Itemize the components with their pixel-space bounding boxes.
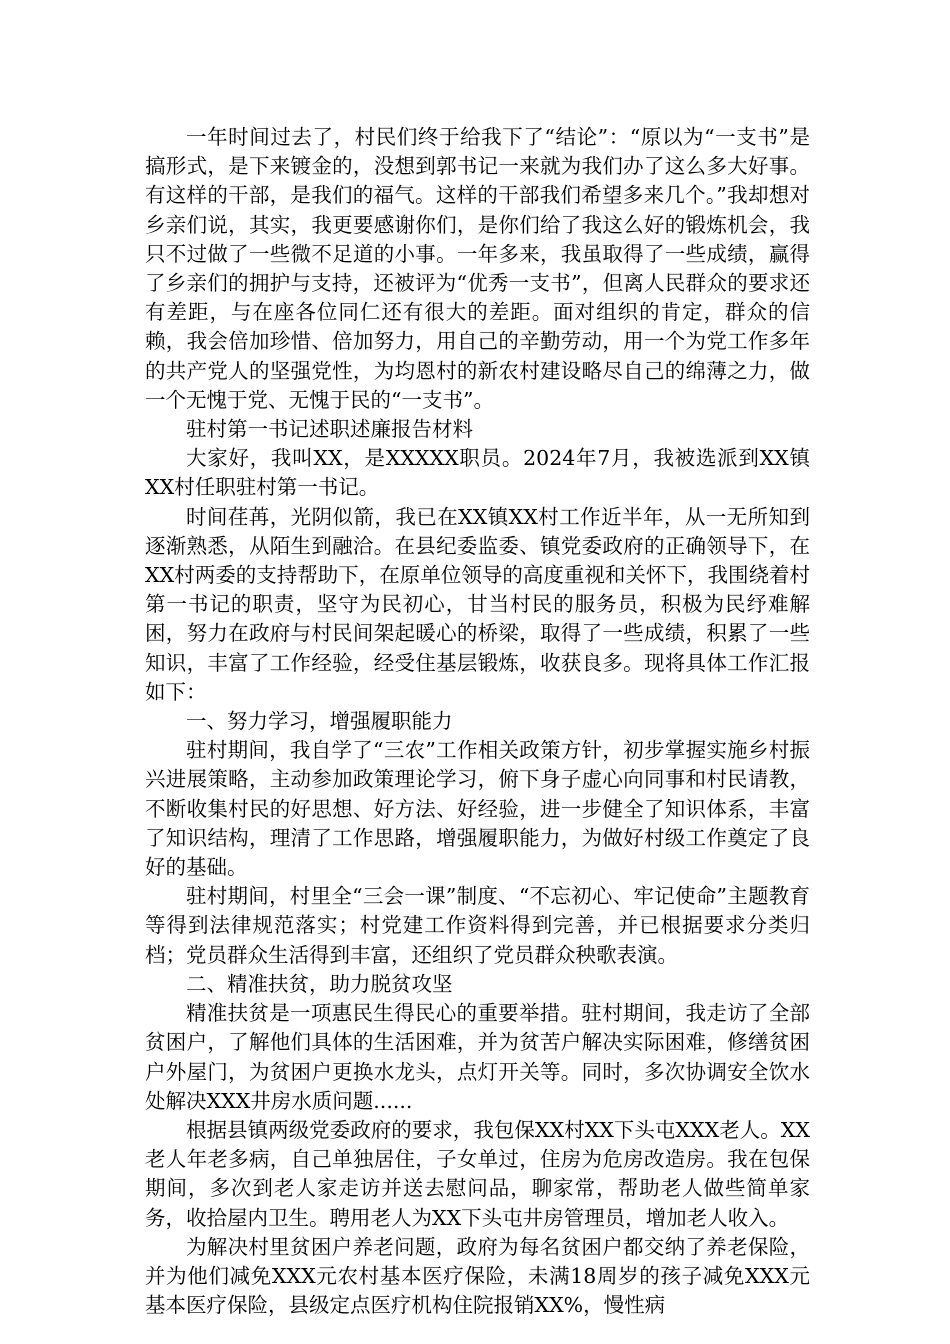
paragraph-intro: 大家好，我叫XX，是XXXXX职员。2024年7月，我被选派到XX镇XX村任职驻村第一书记。: [145, 446, 810, 500]
paragraph-poverty: 精准扶贫是一项惠民生得民心的重要举措。驻村期间，我走访了全部贫困户，了解他们具体的生活困难，并为贫苦户解决实际困难，修缮贫困户外屋门，为贫困户更换水龙头，点灯开关等。同时，多次协调安全饮水处解决XXX井房水质问题......: [145, 1001, 810, 1113]
paragraph-elder-care: 根据县镇两级党委政府的要求，我包保XX村XX下头屯XXX老人。XX老人年老多病，自己单独居住，子女单过，住房为危房改造房。我在包保期间，多次到老人家走访并送去慰问品，聊家常，帮助老人做些简单家务，收拾屋内卫生。聘用老人为XX下头屯井房管理员，增加老人收入。: [145, 1117, 810, 1230]
paragraph-conclusion: 一年时间过去了，村民们终于给我下了“结论”：“原以为“一支书”是搞形式，是下来镀金的，没想到郭书记一来就为我们办了这么多大好事。有这样的干部，是我们的福气。这样的干部我们希望多来几个。”我却想对乡亲们说，其实，我更要感谢你们，是你们给了我这么好的锻炼机会，我只不过做了一些微不足道的小事。一年多来，我虽取得了一些成绩，赢得了乡亲们的拥护与支持，还被评为“优秀一支书”，但离人民群众的要求还有差距，与在座各位同仁还有很大的差距。面对组织的肯定，群众的信赖，我会倍加珍惜、倍加努力，用自己的辛勤劳动，用一个为党工作多年的共产党人的坚强党性，为均恩村的新农村建设略尽自己的绵薄之力，做一个无愧于党、无愧于民的“一支书”。: [145, 125, 810, 412]
document-body: [145, 123, 810, 1320]
paragraph-pension: 为解决村里贫困户养老问题，政府为每名贫困户都交纳了养老保险，并为他们减免XXX元农村基本医疗保险，未满18周岁的孩子减免XXX元基本医疗保险，县级定点医疗机构住院报销XX%，慢性病: [145, 1234, 810, 1318]
paragraph-party-building: 驻村期间，村里全“三会一课”制度、“不忘初心、牢记使命”主题教育等得到法律规范落实；村党建工作资料得到完善，并已根据要求分类归档；党员群众生活得到丰富，还组织了党员群众秧歌表演。: [145, 884, 810, 967]
section-heading-1: 一、努力学习，增强履职能力: [186, 709, 453, 734]
paragraph-study: 驻村期间，我自学了“三农”工作相关政策方针，初步掌握实施乡村振兴进展策略，主动参加政策理论学习，俯下身子虚心向同事和村民请教，不断收集村民的好思想、好方法、好经验，进一步健全了知识体系，丰富了知识结构，理清了工作思路，增强履职能力，为做好村级工作奠定了良好的基础。: [145, 738, 810, 880]
report-title: 驻村第一书记述职述廉报告材料: [186, 417, 473, 442]
paragraph-overview: 时间荏苒，光阴似箭，我已在XX镇XX村工作近半年，从一无所知到逐渐熟悉，从陌生到融洽。在县纪委监委、镇党委政府的正确领导下，在XX村两委的支持帮助下，在原单位领导的高度重视和关怀下，我围绕着村第一书记的职责，坚守为民初心，甘当村民的服务员，积极为民纾难解困，努力在政府与村民间架起暖心的桥梁，取得了一些成绩，积累了一些知识，丰富了工作经验，经受住基层锻炼，收获良多。现将具体工作汇报如下：: [145, 504, 810, 704]
section-heading-2: 二、精准扶贫，助力脱贫攻坚: [186, 971, 453, 996]
